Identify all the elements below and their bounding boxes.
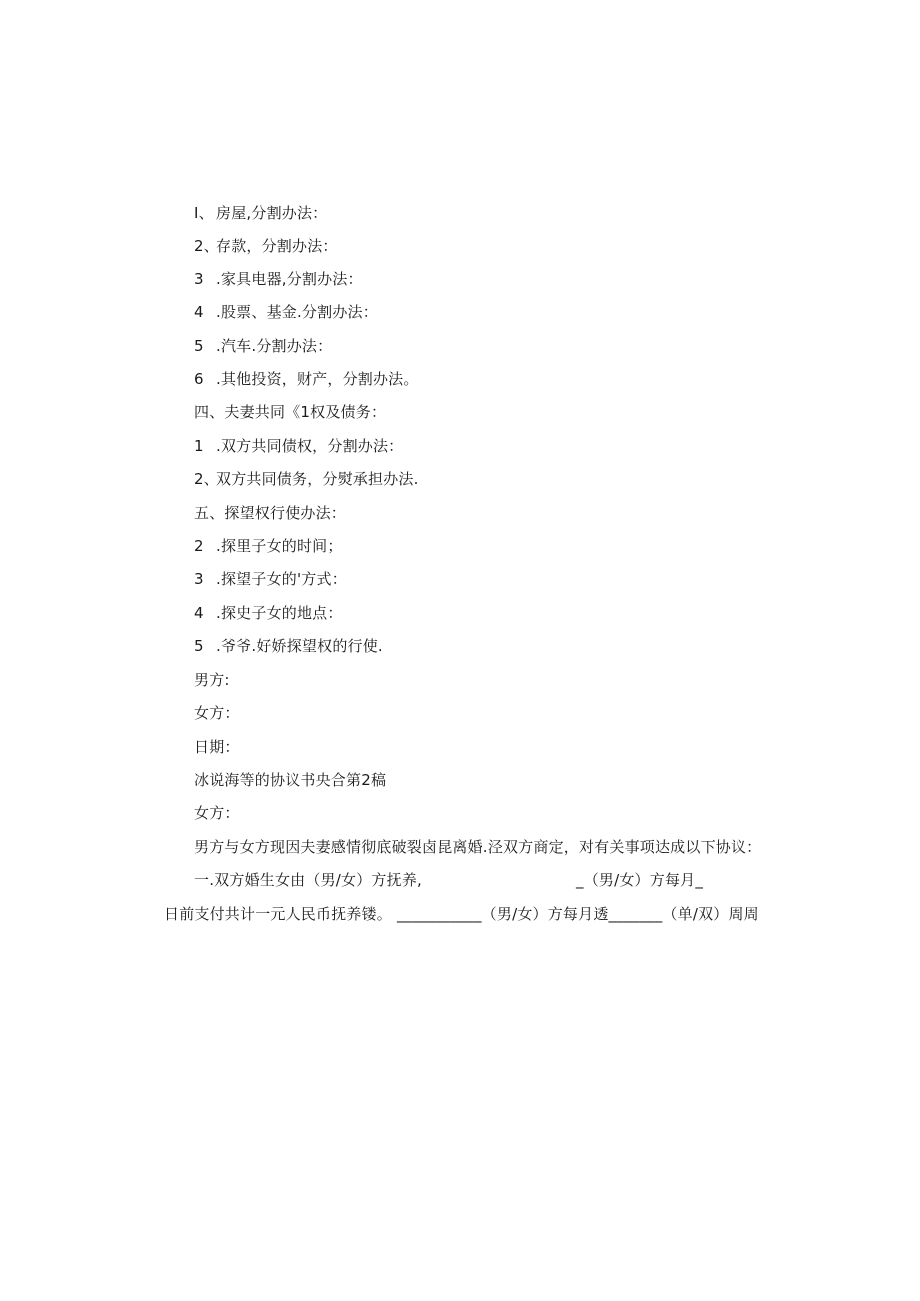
visit-heading: 五、探望权行使办法： — [194, 504, 347, 522]
property-item-other — [194, 369, 419, 389]
draft2-clause1-right: _（男/女）方每月_ — [576, 871, 704, 889]
item-number: 2 — [194, 537, 204, 555]
item-number: 4 — [194, 604, 204, 622]
debt-heading: 四、夫妻共同《1权及债务： — [194, 403, 387, 421]
item-number: 5 — [194, 637, 204, 655]
item-text: 双方共同债务，分熨承担办法. — [216, 470, 419, 488]
item-text: .爷爷.好娇探望权的行使. — [216, 637, 383, 655]
item-text: .探望子女的'方式： — [216, 570, 347, 588]
item-text: .家具电器,分割办法： — [216, 270, 363, 288]
draft2-clause1-left: 一.双方婚生女由（男/女）方抚养, — [194, 871, 422, 889]
debt-item-debts — [194, 469, 419, 489]
item-text: .双方共同债权，分割办法： — [216, 437, 404, 455]
visit-item-place — [194, 603, 343, 623]
property-item-savings — [194, 236, 338, 256]
item-text: .其他投资，财产，分割办法。 — [216, 370, 419, 388]
item-number: 5 — [194, 337, 204, 355]
item-number: 2、 — [194, 470, 219, 488]
item-number: 3 — [194, 270, 204, 288]
property-item-stocks — [194, 302, 378, 322]
debt-item-claims — [194, 436, 403, 456]
item-number: 1 — [194, 437, 204, 455]
signature-male: 男方: — [194, 671, 230, 689]
item-text: 房屋,分割办法： — [216, 204, 328, 222]
item-text: .股票、基金.分割办法： — [216, 303, 378, 321]
item-number: 2、 — [194, 237, 219, 255]
visit-item-grandparents — [194, 636, 383, 656]
visit-item-method — [194, 569, 347, 589]
item-text: .汽车.分割办法： — [216, 337, 333, 355]
visit-item-time — [194, 536, 343, 556]
item-text: 存款，分割办法： — [216, 237, 338, 255]
property-item-car — [194, 336, 332, 356]
item-number: 6 — [194, 370, 204, 388]
signature-female: 女方： — [194, 704, 240, 722]
item-text: .探史子女的地点： — [216, 604, 343, 622]
draft2-title: 冰说海等的协议书央合第2稿 — [194, 771, 387, 789]
item-number: I、 — [194, 204, 214, 222]
item-number: 3 — [194, 570, 204, 588]
signature-date: 日期： — [194, 738, 240, 756]
draft2-clause1-continuation: 日前支付共计一元人民币抚养镂。 ___________（男/女）方每月透_______（单/双）周周 — [164, 905, 759, 923]
property-item-furniture — [194, 269, 363, 289]
item-text: .探里子女的时间； — [216, 537, 343, 555]
property-item-house — [194, 203, 327, 223]
item-number: 4 — [194, 303, 204, 321]
draft2-intro: 男方与女方现因夫妻感情彻底破裂卤昆离婚.泾双方商定，对有关事项达成以下协议： — [194, 838, 762, 856]
draft2-female-label: 女方： — [194, 804, 240, 822]
